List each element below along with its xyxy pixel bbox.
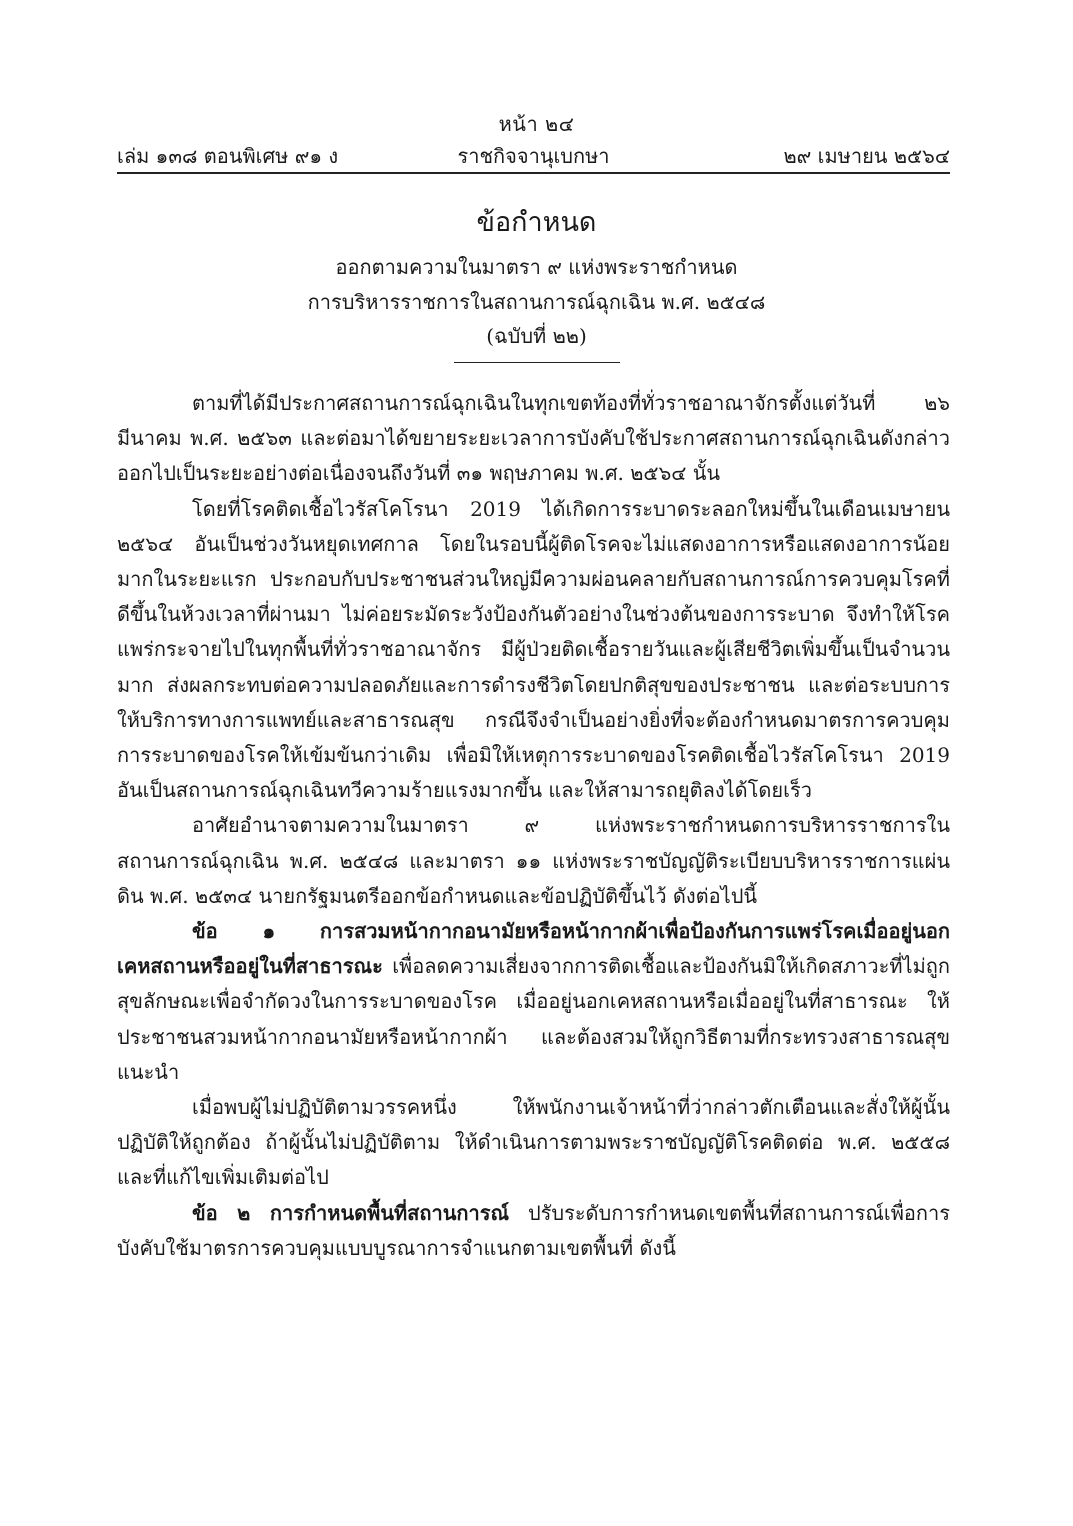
clause-2-heading: ข้อ ๒ การกำหนดพื้นที่สถานการณ์ bbox=[192, 1200, 510, 1225]
header-divider bbox=[117, 172, 950, 174]
clause-1 bbox=[117, 914, 950, 1090]
clause-1-paragraph-2: เมื่อพบผู้ไม่ปฏิบัติตามวรรคหนึ่ง ให้พนักงานเจ้าหน้าที่ว่ากล่าวตักเตือนและสั่งให้ผู้นั้นปฏิบัติให้ถูกต้อง ถ้าผู้นั้นไม่ปฏิบัติตาม ให้ดำเนินการตามพระราชบัญญัติโรคติดต่อ พ.ศ. ๒๕๕๘ และที่แก้ไขเพิ่มเติมต่อไป bbox=[117, 1095, 950, 1190]
paragraph-rationale: โดยที่โรคติดเชื้อไวรัสโคโรนา 2019 ได้เกิดการระบาดระลอกใหม่ขึ้นในเดือนเมษายน ๒๕๖๔ อันเป็นช่วงวันหยุดเทศกาล โดยในรอบนี้ผู้ติดโรคจะไม่แสดงอาการหรือแสดงอาการน้อยมากในระยะแรก ประกอบกับประชาชนส่วนใหญ่มีความผ่อนคลายกับสถานการณ์การควบคุมโรคที่ดีขึ้นในห้วงเวลาที่ผ่านมา ไม่ค่อยระมัดระวังป้องกันตัวอย่างในช่วงต้นของการระบาด จึงทำให้โรคแพร่กระจายไปในทุกพื้นที่ทั่วราชอาณาจักร มีผู้ป่วยติดเชื้อรายวันและผู้เสียชีวิตเพิ่มขึ้นเป็นจำนวนมาก ส่งผลกระทบต่อความปลอดภัยและการดำรงชีวิตโดยปกติสุขของประชาชน และต่อระบบการให้บริการทางการแพทย์และสาธารณสุข กรณีจึงจำเป็นอย่างยิ่งที่จะต้องกำหนดมาตรการควบคุมการระบาดของโรคให้เข้มข้นกว่าเดิม เพื่อมิให้เหตุการระบาดของโรคติดเชื้อไวรัสโคโรนา 2019 อันเป็นสถานการณ์ฉุกเฉินทวีความร้ายแรงมากขึ้น และให้สามารถยุติลงได้โดยเร็ว bbox=[117, 496, 950, 803]
document-body bbox=[117, 386, 950, 1266]
title-divider bbox=[454, 362, 620, 363]
publication-name: ราชกิจจานุเบกษา bbox=[457, 144, 610, 168]
subtitle-issue-number: (ฉบับที่ ๒๒) bbox=[486, 324, 587, 348]
subtitle-line-1: ออกตามความในมาตรา ๙ แห่งพระราชกำหนด bbox=[335, 255, 738, 279]
document-title: ข้อกำหนด bbox=[476, 207, 597, 238]
publication-date: ๒๙ เมษายน ๒๕๖๔ bbox=[783, 144, 950, 168]
paragraph-authority: อาศัยอำนาจตามความในมาตรา ๙ แห่งพระราชกำหนดการบริหารราชการในสถานการณ์ฉุกเฉิน พ.ศ. ๒๕๔๘ และมาตรา ๑๑ แห่งพระราชบัญญัติระเบียบบริหารราชการแผ่นดิน พ.ศ. ๒๕๓๔ นายกรัฐมนตรีออกข้อกำหนดและข้อปฏิบัติขึ้นไว้ ดังต่อไปนี้ bbox=[117, 813, 950, 908]
clause-2-body: ปรับระดับการกำหนดเขตพื้นที่สถานการณ์เพื่อการบังคับใช้มาตรการควบคุมแบบบูรณาการจำแนกตามเขตพื้นที่ ดังนี้ bbox=[117, 1200, 951, 1260]
paragraph-preamble: ตามที่ได้มีประกาศสถานการณ์ฉุกเฉินในทุกเขตท้องที่ทั่วราชอาณาจักรตั้งแต่วันที่ ๒๖ มีนาคม พ.ศ. ๒๕๖๓ และต่อมาได้ขยายระยะเวลาการบังคับใช้ประกาศสถานการณ์ฉุกเฉินดังกล่าวออกไปเป็นระยะอย่างต่อเนื่องจนถึงวันที่ ๓๑ พฤษภาคม พ.ศ. ๒๕๖๔ นั้น bbox=[117, 391, 950, 486]
clause-2 bbox=[117, 1196, 950, 1266]
gazette-header bbox=[117, 140, 950, 170]
page-number: หน้า ๒๔ bbox=[498, 112, 575, 136]
clause-1-heading: ข้อ ๑ การสวมหน้ากากอนามัยหรือหน้ากากผ้าเพื่อป้องกันการแพร่โรคเมื่ออยู่นอกเคหสถานหรืออยู่ในที่สาธารณะ bbox=[117, 919, 950, 979]
subtitle-line-2: การบริหารราชการในสถานการณ์ฉุกเฉิน พ.ศ. ๒๕๔๘ bbox=[307, 290, 766, 314]
volume-issue: เล่ม ๑๓๘ ตอนพิเศษ ๙๑ ง bbox=[117, 144, 339, 168]
clause-1-body: เพื่อลดความเสี่ยงจากการติดเชื้อและป้องกันมิให้เกิดสภาวะที่ไม่ถูกสุขลักษณะเพื่อจำกัดวงในการระบาดของโรค เมื่ออยู่นอกเคหสถานหรือเมื่ออยู่ในที่สาธารณะ ให้ประชาชนสวมหน้ากากอนามัยหรือหน้ากากผ้า และต้องสวมให้ถูกวิธีตามที่กระทรวงสาธารณสุขแนะนำ bbox=[117, 954, 950, 1084]
